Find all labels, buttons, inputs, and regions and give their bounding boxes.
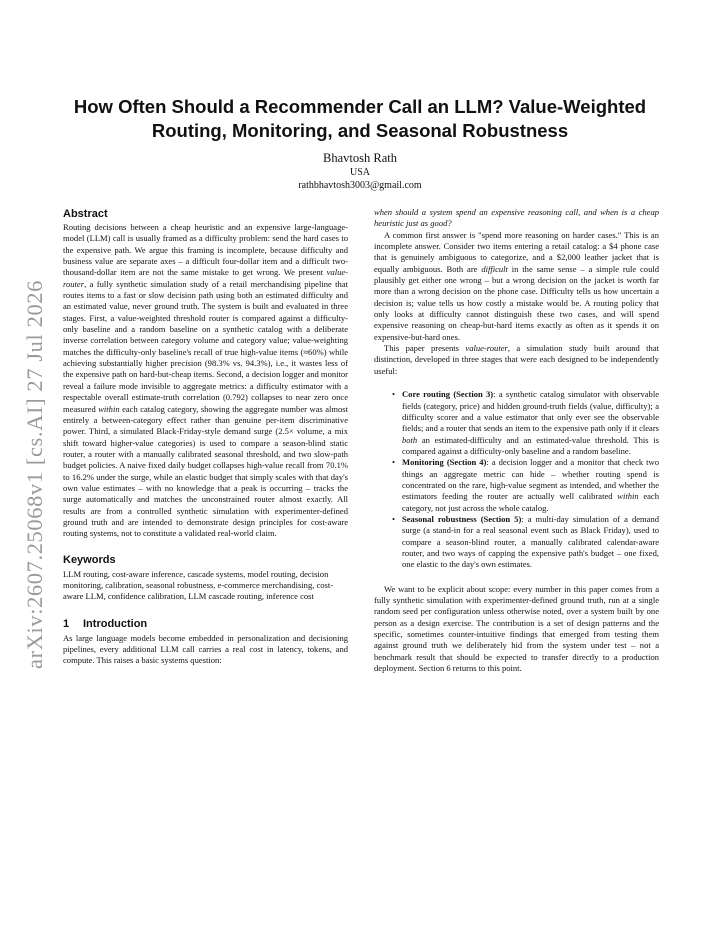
section-number: 1 [63,617,70,630]
title-line: How Often Should a Recommender Call an LLM? Value-Weighted [73,96,647,117]
author-affiliation: USA [349,167,370,178]
author-name: Bhavtosh Rath [323,151,397,165]
right-column [374,207,659,674]
intro-paragraph-4: We want to be explicit about scope: every number in this paper comes from a fully synthetic simulation with experimenter-defined ground truth, run at a single random seed per configuration unless otherwise noted, over a system built by one person as a design exercise. The contribution is a set of design patterns and the specific, sometimes counter-intuitive findings that emerged from testing them against ground truth we deliberately hid from the system under test – not a benchmark result that should be expected to transfer directly to a production deployment. Section 6 returns to this point. [374,583,659,674]
paper-title [60,95,660,143]
intro-paragraph-1-start: As large language models become embedded in personalization and decisioning pipelines, every additional LLM call carries a real cost in latency, tokens, and compute. This raises a basic systems question: [63,632,348,666]
list-item: • Monitoring (Section 4): a decision logger and a monitor that check two things an aggregate metric can hide – whether routing spend is concentrated on the rare, high-value segment as intended, and whether the estimators feeding the router are actually well calibrated within each category, not just across the whole catalog. [392,457,659,513]
intro-paragraph-1-end: when should a system spend an expensive reasoning call, and when is a cheap heuristic just as good? [374,207,659,229]
intro-paragraph-2: A common first answer is "spend more reasoning on harder cases." This is an incomplete answer. Consider two items entering a retail catalog: a $4 phone case that is genuinely ambiguous to categorize, and a $2,000 leather jacket that is equally ambiguous. Both are difficult in the same sense – a simple rule could plausibly get either one wrong – but a wrong decision on the jacket is worth far more than a wrong decision on the phone case. Difficulty tells us how uncertain a decision is; value tells us how costly a mistake would be. A routing policy that only looks at difficulty cannot distinguish these two cases, and will spend expensive reasoning on cheap-but-hard items exactly as often as it spends it on expensive-but-hard ones. [374,229,660,342]
arxiv-identifier: arXiv:2607.25068v1 [cs.AI] 27 Jul 2026 [22,279,47,669]
left-column [63,207,348,667]
contribution-list [374,389,659,571]
title-line: Routing, Monitoring, and Seasonal Robustness [151,120,569,141]
keywords-text: LLM routing, cost-aware inference, cascade systems, model routing, decision monitoring, calibration, seasonal robustness, e-commerce merchandising, cost-aware LLM, confidence calibration, LLM cascade routing, inference cost [63,568,334,602]
author-block [60,151,660,192]
introduction-heading [63,617,348,631]
section-title: Introduction [83,617,148,630]
abstract-heading: Abstract [63,208,108,220]
intro-paragraph-3: This paper presents value-router, a simulation study built around that distinction, developed in three stages that were each designed to be independently useful: [374,343,659,376]
list-item: • Core routing (Section 3): a synthetic catalog simulator with observable fields (category, price) and hidden ground-truth fields (value, difficulty); a difficulty scorer and a value estimator that only ever see the observable fields; and a router that sends an item to the expensive path only if it clears both an estimated-difficulty and an estimated-value threshold. This is compared against a difficulty-only baseline and a random baseline. [392,389,659,456]
abstract-text: Routing decisions between a cheap heuristic and an expensive large-language-model (LLM) call is usually framed as a difficulty problem: send the hard cases to the expensive path. We argue this framing is incomplete, because difficulty and business value are separate axes – a difficult four-dollar item and a difficult two-thousand-dollar item are not the same mistake to get wrong. We present value-router, a fully synthetic simulation study of a retail merchandising pipeline that routes items to a fast or slow decision path using both an estimated difficulty and an estimated value, never ground truth. The system is built and evaluated in three stages. First, a value-weighted threshold router is compared against a difficulty-only baseline and a random baseline on a synthetic catalog with a deliberate inverse correlation between category volume and category value; value-weighting matches the difficulty-only baseline's recall of true high-value items (≈60%) while achieving substantially higher precision (98.3% vs. 94.3%), i.e., it wastes less of the expensive path on hard-but-cheap items. Second, a decision logger and monitor reveal a failure mode invisible to aggregate metrics: a difficulty estimator with a respectable overall estimate-truth correlation (0.792) collapses to near zero once measured within each catalog category, showing the aggregate number was almost entirely a between-category effect rather than genuine per-item discriminative power. Third, a simulated Black-Friday-style demand surge (2.5× volume, a mix shift toward higher-value categories) is used to compare a season-blind static router, a router with a manually calibrated seasonal threshold, and two slow-path budget policies. A naive fixed daily budget collapses high-value recall from 70.1% to 16.2% under the surge, while an elastic budget that simply scales with that day's own value estimates – with no knowledge that a peak is occurring – tracks the surge automatically and matches the unconstrained router almost exactly. All results are from a controlled synthetic simulation with experimenter-defined ground truth and are intended to demonstrate design principles for cost-aware routing systems, not to constitute a validated real-world claim. [63,222,348,539]
list-item: • Seasonal robustness (Section 5): a multi-day simulation of a demand surge (a stand-in for a real seasonal event such as Black Friday), used to compare a season-blind router, a manually calibrated calendar-aware router, and two ways of capping the expensive path's budget – one fixed, one elastic to the day's own estimates. [392,513,659,570]
keywords-heading: Keywords [63,553,116,566]
author-email: rathbhavtosh3003@gmail.com [298,180,422,191]
